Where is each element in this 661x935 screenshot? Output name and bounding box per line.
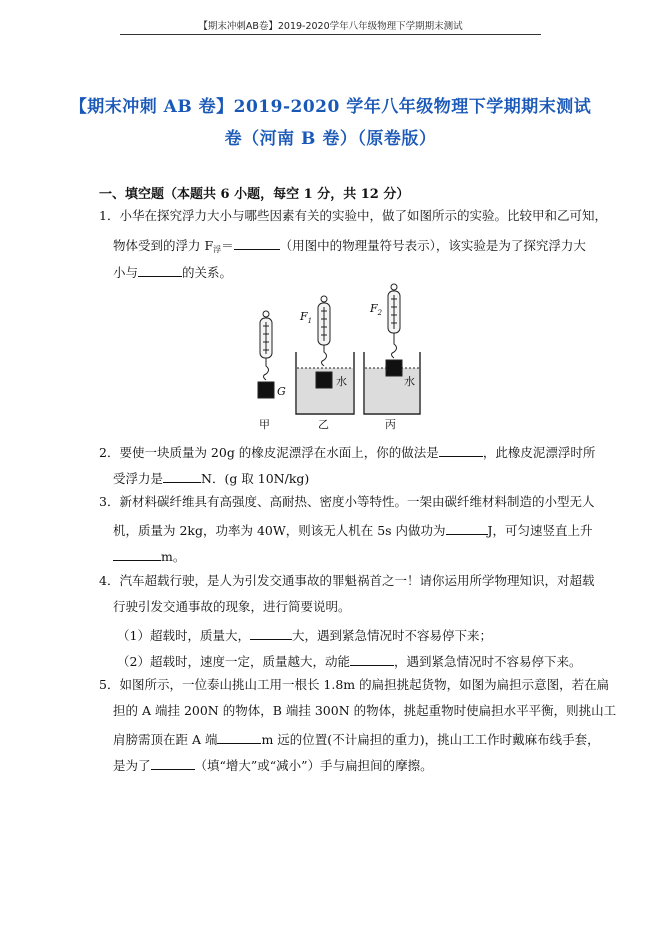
q4-line2: 行驶引发交通事故的现象，进行简要说明。 — [113, 599, 351, 614]
q1-answer-blank[interactable] — [234, 237, 280, 250]
q4-part1 — [117, 627, 492, 643]
q5-line4 — [113, 757, 433, 773]
q2-text: 2．要使一块质量为 20g 的橡皮泥漂浮在水面上，你的做法是 — [99, 445, 439, 460]
q1-subscript: 浮 — [213, 245, 222, 254]
q1-answer-blank-2[interactable] — [138, 264, 182, 277]
q2-answer-blank[interactable] — [439, 444, 483, 457]
q1-text: 小与 — [113, 265, 139, 280]
force-label-f2: $F_2$ — [370, 302, 383, 317]
q3-text: 机，质量为 2kg，功率为 40W，则该无人机在 5s 内做功为 — [113, 523, 446, 538]
q3-line3 — [113, 548, 185, 564]
q4-answer-blank[interactable] — [250, 627, 292, 640]
q2-line1 — [99, 444, 595, 460]
q5-line2: 担的 A 端挂 200N 的物体，B 端挂 300N 的物体，挑起重物时使扁担水平平衡，则挑山工 — [113, 703, 617, 718]
q3-text: m。 — [161, 549, 186, 564]
q5-text: 是为了 — [113, 758, 151, 773]
q1-text: ＝ — [221, 238, 234, 253]
q1-text: 物体受到的浮力 F — [113, 238, 214, 253]
q2-text: ，此橡皮泥漂浮时所 — [482, 445, 596, 460]
q3-answer-blank-2[interactable] — [113, 548, 161, 561]
label-yi: 乙 — [318, 418, 329, 431]
q1-line1: 1．小华在探究浮力大小与哪些因素有关的实验中，做了如图所示的实验。比较甲和乙可知， — [99, 208, 607, 223]
q4-text: （1）超载时，质量大， — [117, 628, 250, 643]
experiment-figure — [254, 282, 422, 436]
q5-text: m 远的位置(不计扁担的重力)，挑山工工作时戴麻布线手套， — [261, 732, 600, 747]
q5-answer-blank-2[interactable] — [151, 757, 195, 770]
q5-answer-blank[interactable] — [217, 731, 261, 744]
q1-text: （用图中的物理量符号表示），该实验是为了探究浮力大 — [279, 238, 586, 253]
q2-answer-blank-2[interactable] — [163, 470, 201, 483]
document-title-line1: 【期末冲刺 AB 卷】2019-2020 学年八年级物理下学期期末测试 — [69, 97, 592, 117]
label-bing: 丙 — [385, 418, 396, 431]
q1-text: 的关系。 — [182, 265, 233, 280]
water-label: 水 — [336, 375, 347, 388]
q5-line1: 5．如图所示，一位泰山挑山工用一根长 1.8m 的扁担挑起货物，如图为扁担示意图，若在扁 — [99, 677, 610, 692]
section-heading: 一、填空题（本题共 6 小题，每空 1 分，共 12 分） — [99, 187, 410, 202]
q4-part2 — [117, 653, 581, 669]
q5-text: 肩膀需顶在距 A 端 — [113, 732, 218, 747]
weight-label: G — [277, 385, 286, 398]
q2-line2 — [113, 470, 309, 486]
q5-line3 — [113, 731, 600, 747]
label-jia: 甲 — [259, 418, 270, 431]
q3-line2 — [113, 522, 593, 538]
q4-text: （2）超载时，速度一定，质量越大，动能 — [117, 654, 350, 669]
q3-answer-blank[interactable] — [446, 522, 488, 535]
water-label: 水 — [404, 375, 415, 388]
q3-text: J，可匀速竖直上升 — [487, 523, 593, 538]
q3-line1: 3．新材料碳纤维具有高强度、高耐热、密度小等特性。一架由碳纤维材料制造的小型无人 — [99, 494, 595, 509]
q4-text: 大，遇到紧急情况时不容易停下来； — [291, 628, 492, 643]
document-title-line2: 卷（河南 B 卷）（原卷版） — [224, 129, 437, 149]
q2-text: 受浮力是 — [113, 471, 164, 486]
force-label-f1: $F_1$ — [300, 310, 313, 325]
q2-text: N．(g 取 10N/kg) — [201, 471, 310, 486]
q5-text: （填“增大”或“减小”）手与扁担间的摩擦。 — [194, 758, 433, 773]
experiment-diagram — [254, 282, 422, 432]
q1-line2 — [113, 237, 586, 254]
page-header: 【期末冲刺AB卷】2019-2020学年八年级物理下学期期末测试 — [198, 21, 463, 32]
q4-answer-blank-2[interactable] — [350, 653, 394, 666]
header-rule — [120, 34, 541, 35]
q4-text: ，遇到紧急情况时不容易停下来。 — [393, 654, 582, 669]
q1-line3 — [113, 264, 232, 280]
q4-line1: 4．汽车超载行驶，是人为引发交通事故的罪魁祸首之一！请你运用所学物理知识，对超载 — [99, 573, 595, 588]
